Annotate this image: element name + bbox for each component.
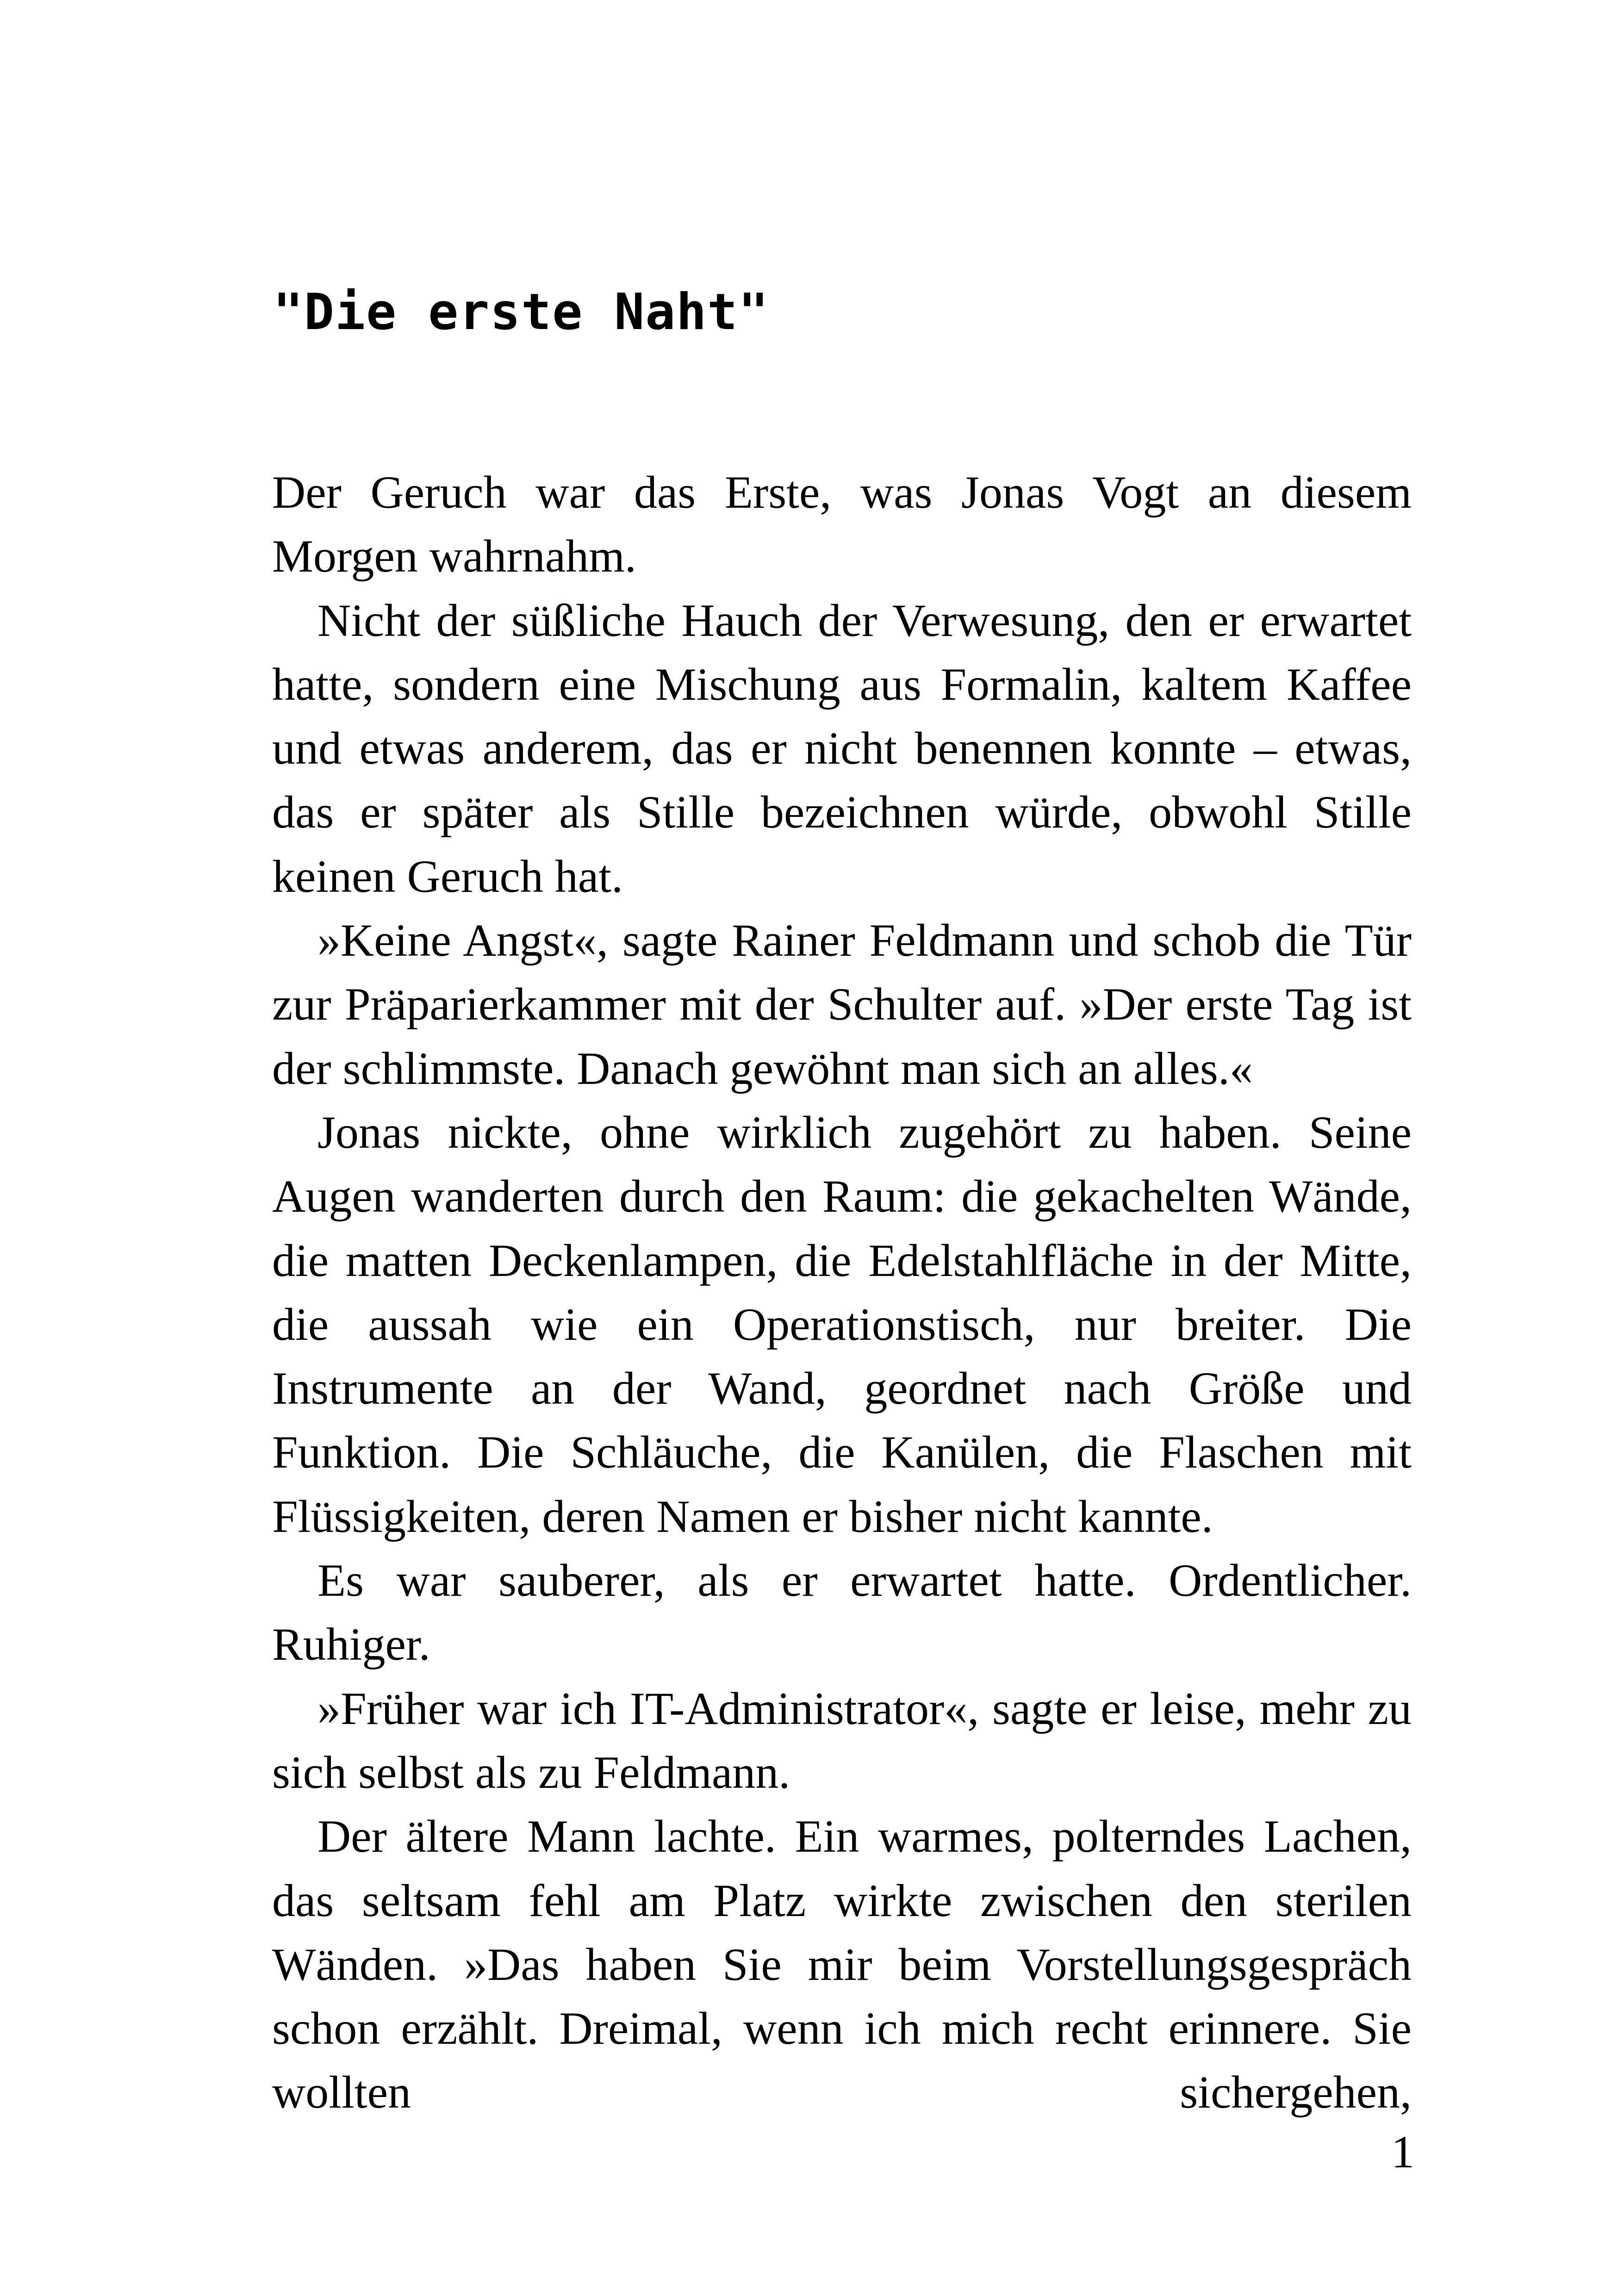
paragraph-4: Jonas nickte, ohne wirklich zugehört zu haben. Seine Augen wanderten durch den Raum: die gekachelten Wände, die matten Deckenlampen, die Edelstahlfläche in der Mitte, die aussah wie ein Operationstisch, nur breiter. Die Instrumente an der Wand, geordnet nach Größe und Funktion. Die Schläuche, die Kanülen, die Flaschen mit Flüssigkeiten, deren Namen er bisher nicht kannte. [272,1106,1412,1542]
paragraph-1: Der Geruch war das Erste, was Jonas Vogt an diesem Morgen wahrnahm. [272,467,1412,582]
paragraph-6: »Früher war ich IT-Administrator«, sagte er leise, mehr zu sich selbst als zu Feldmann. [272,1682,1412,1798]
chapter-title: "Die erste Naht" [273,283,770,341]
paragraph-2: Nicht der süßliche Hauch der Verwesung, den er erwartet hatte, sondern eine Mischung aus Formalin, kaltem Kaffee und etwas anderem, das er nicht benennen konnte – etwas, das er später als Stille bezeichnen würde, obwohl Stille keinen Geruch hat. [272,594,1412,902]
paragraph-3: »Keine Angst«, sagte Rainer Feldmann und schob die Tür zur Präparierkammer mit der Schulter auf. »Der erste Tag ist der schlimmste. Danach gewöhnt man sich an alles.« [272,915,1412,1094]
paragraph-5: Es war sauberer, als er erwartet hatte. Ordentlicher. Ruhiger. [272,1555,1412,1670]
paragraph-7: Der ältere Mann lachte. Ein warmes, polterndes Lachen, das seltsam fehl am Platz wirkte zwischen den sterilen Wänden. »Das haben Sie mir beim Vorstellungsgespräch schon erzählt. Dreimal, wenn ich mich recht erinnere. Sie wollten sichergehen, [272,1811,1412,2118]
chapter-body [272,460,1412,2125]
page-number: 1 [1391,2126,1414,2178]
